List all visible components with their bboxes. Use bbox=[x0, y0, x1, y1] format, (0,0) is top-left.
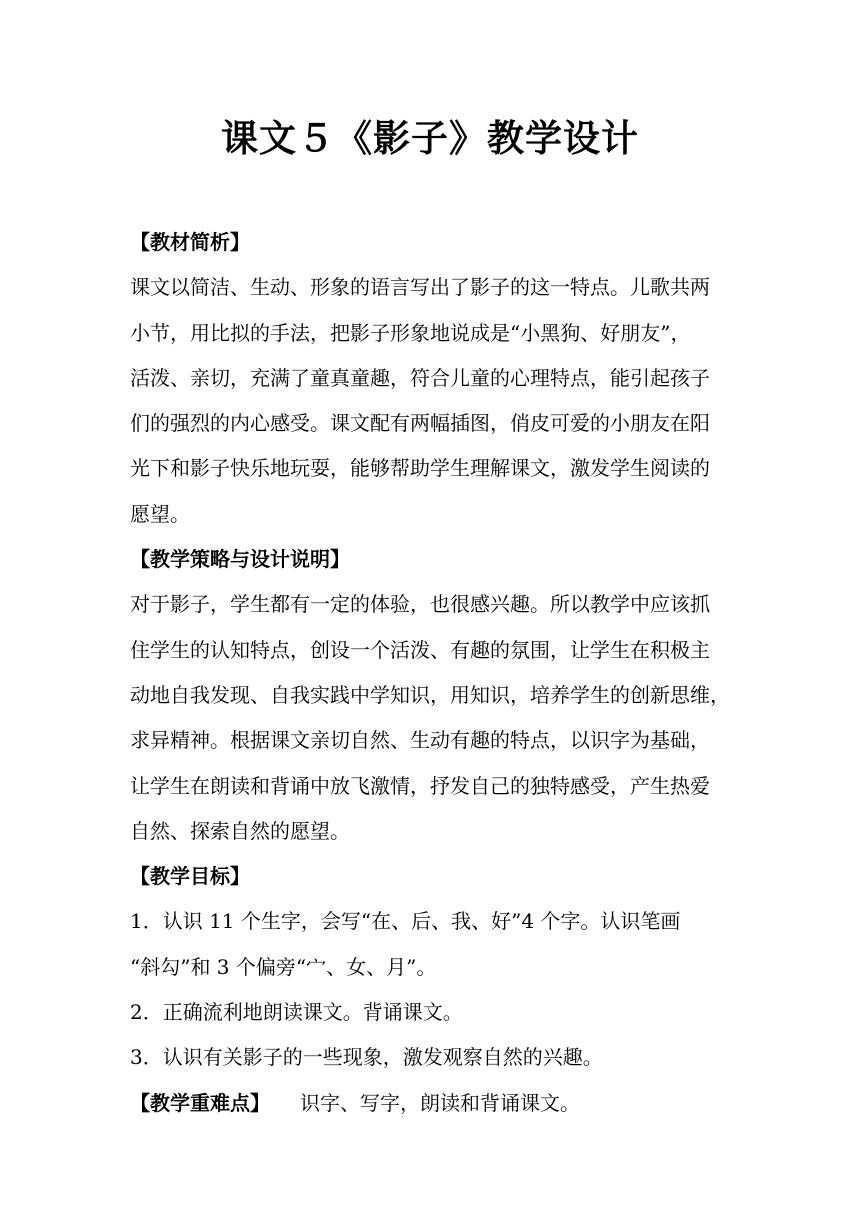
strategy-line: 自然、探索自然的愿望。 bbox=[130, 818, 350, 843]
analysis-line: 活泼、亲切，充满了童真童趣，符合儿童的心理特点，能引起孩子 bbox=[130, 365, 710, 390]
section-heading-goals: 【教学目标】 bbox=[130, 864, 250, 889]
analysis-line: 小节，用比拟的手法，把影子形象地说成是“小黑狗、好朋友”， bbox=[130, 320, 691, 345]
goal-item: 2．正确流利地朗读课文。背诵课文。 bbox=[130, 1000, 463, 1025]
analysis-line: 愿望。 bbox=[130, 501, 190, 526]
document-body bbox=[130, 220, 730, 1126]
strategy-line: 求异精神。根据课文亲切自然、生动有趣的特点，以识字为基础， bbox=[130, 728, 710, 753]
page-title: 课文５《影子》教学设计 bbox=[221, 116, 639, 160]
key-points-row bbox=[130, 1081, 730, 1126]
goal-item: 1．认识 11 个生字，会写“在、后、我、好”4 个字。认识笔画 bbox=[130, 909, 681, 934]
section-heading-analysis: 【教材简析】 bbox=[130, 230, 250, 254]
key-points-text: 识字、写字，朗读和背诵课文。 bbox=[300, 1090, 580, 1115]
analysis-line: 课文以简洁、生动、形象的语言写出了影子的这一特点。儿歌共两 bbox=[130, 275, 710, 300]
strategy-line: 动地自我发现、自我实践中学知识，用知识，培养学生的创新思维， bbox=[130, 682, 730, 707]
strategy-line: 让学生在朗读和背诵中放飞激情，抒发自己的独特感受，产生热爱 bbox=[130, 773, 710, 798]
strategy-line: 对于影子，学生都有一定的体验，也很感兴趣。所以教学中应该抓 bbox=[130, 592, 710, 617]
strategy-line: 住学生的认知特点，创设一个活泼、有趣的氛围，让学生在积极主 bbox=[130, 637, 710, 662]
goal-item: 3．认识有关影子的一些现象，激发观察自然的兴趣。 bbox=[130, 1045, 603, 1070]
section-heading-strategy: 【教学策略与设计说明】 bbox=[130, 547, 350, 572]
section-heading-key-points: 【教学重难点】 bbox=[130, 1090, 270, 1115]
goal-item-continued: “斜勾”和 3 个偏旁“宀、女、月”。 bbox=[130, 954, 437, 979]
analysis-line: 光下和影子快乐地玩耍，能够帮助学生理解课文，激发学生阅读的 bbox=[130, 456, 710, 481]
analysis-line: 们的强烈的内心感受。课文配有两幅插图，俏皮可爱的小朋友在阳 bbox=[130, 411, 710, 436]
